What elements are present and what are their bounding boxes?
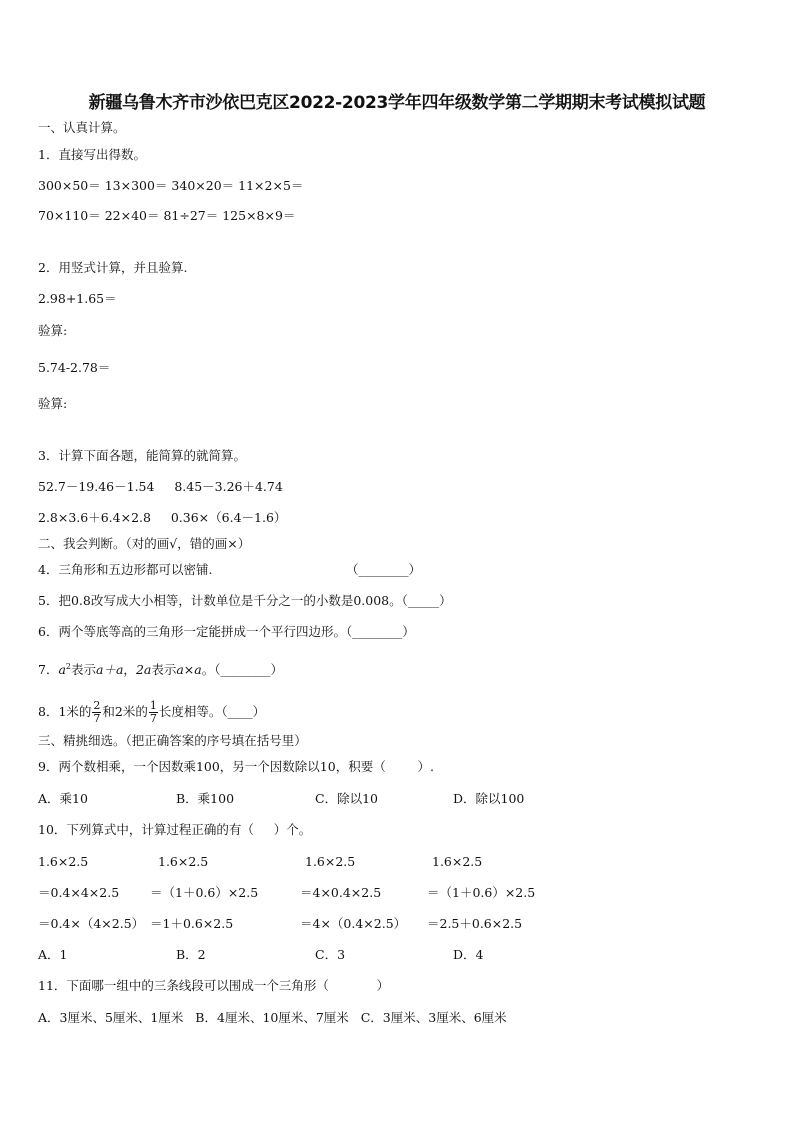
question-2-part-a: 2.98+1.65＝ (38, 291, 117, 306)
question-6: 6．两个等底等高的三角形一定能拼成一个平行四边形。（________） (38, 624, 415, 639)
question-3: 3．计算下面各题，能简算的就简算。 (38, 448, 246, 463)
question-7: 7．$a^2$表示a＋a，2a表示a×a。（________） (38, 662, 284, 678)
question-9: 9．两个数相乘，一个因数乘100，另一个因数除以10，积要（ ）. (38, 759, 434, 774)
fraction-two-sevenths: $\frac{2}{7}$ (93, 699, 101, 725)
question-2-part-b: 5.74-2.78＝ (38, 360, 111, 375)
section-2-heading: 二、我会判断。（对的画√，错的画×） (38, 536, 251, 551)
question-10-option-b[interactable]: B．2 (176, 947, 206, 962)
question-10-calc-d-line-2: ＝（1＋0.6）×2.5 (427, 885, 536, 900)
question-10-calc-c-line-2: ＝4×0.4×2.5 (300, 885, 382, 900)
question-9-option-d[interactable]: D．除以100 (453, 791, 525, 806)
question-11-options[interactable]: A．3厘米、5厘米、1厘米 B．4厘米、10厘米、7厘米 C．3厘米、3厘米、6厘米 (38, 1010, 507, 1025)
question-11: 11．下面哪一组中的三条线段可以围成一个三角形（ ） (38, 978, 390, 993)
question-10-calc-c-line-1: 1.6×2.5 (305, 854, 356, 869)
question-1-row-1: 300×50＝ 13×300＝ 340×20＝ 11×2×5＝ (38, 178, 304, 193)
question-10-calc-b-line-3: ＝1＋0.6×2.5 (150, 916, 234, 931)
page-title: 新疆乌鲁木齐市沙依巴克区2022-2023学年四年级数学第二学期期末考试模拟试题 (88, 93, 706, 113)
question-10-calc-b-line-2: ＝（1＋0.6）×2.5 (150, 885, 259, 900)
question-2-check-2: 验算: (38, 396, 68, 411)
question-1: 1．直接写出得数。 (38, 147, 146, 162)
question-4: 4．三角形和五边形都可以密铺. (38, 562, 213, 577)
question-10-option-c[interactable]: C．3 (315, 947, 346, 962)
section-1-heading: 一、认真计算。 (38, 120, 126, 135)
question-9-option-b[interactable]: B．乘100 (176, 791, 235, 806)
question-10-calc-a-line-2: ＝0.4×4×2.5 (38, 885, 120, 900)
question-10-calc-d-line-1: 1.6×2.5 (432, 854, 483, 869)
question-2: 2．用竖式计算，并且验算. (38, 260, 188, 275)
question-10: 10．下列算式中，计算过程正确的有（ ）个。 (38, 822, 312, 837)
question-10-option-d[interactable]: D．4 (453, 947, 484, 962)
question-8: 8．1米的 $\frac{2}{7}$ 和2米的 $\frac{1}{7}$ 长度相等。（____） (38, 699, 266, 725)
question-9-option-a[interactable]: A．乘10 (38, 791, 88, 806)
question-1-row-2: 70×110＝ 22×40＝ 81÷27＝ 125×8×9＝ (38, 208, 296, 223)
question-9-option-c[interactable]: C．除以10 (315, 791, 378, 806)
question-10-calc-a-line-1: 1.6×2.5 (38, 854, 89, 869)
question-10-option-a[interactable]: A．1 (38, 947, 68, 962)
fraction-one-seventh: $\frac{1}{7}$ (149, 699, 157, 725)
question-5: 5．把0.8改写成大小相等，计数单位是千分之一的小数是0.008。（_____） (38, 593, 452, 608)
question-2-check-1: 验算: (38, 323, 68, 338)
question-10-calc-d-line-3: ＝2.5＋0.6×2.5 (427, 916, 523, 931)
question-10-calc-a-line-3: ＝0.4×（4×2.5） (38, 916, 145, 931)
section-3-heading: 三、精挑细选。（把正确答案的序号填在括号里） (38, 733, 307, 748)
question-10-calc-c-line-3: ＝4×（0.4×2.5） (300, 916, 407, 931)
question-3-row-1: 52.7－19.46－1.54 8.45－3.26＋4.74 (38, 479, 283, 494)
question-10-calc-b-line-1: 1.6×2.5 (158, 854, 209, 869)
question-4-answer-blank[interactable]: （________） (346, 562, 422, 577)
question-3-row-2: 2.8×3.6＋6.4×2.8 0.36×（6.4－1.6） (38, 510, 287, 525)
